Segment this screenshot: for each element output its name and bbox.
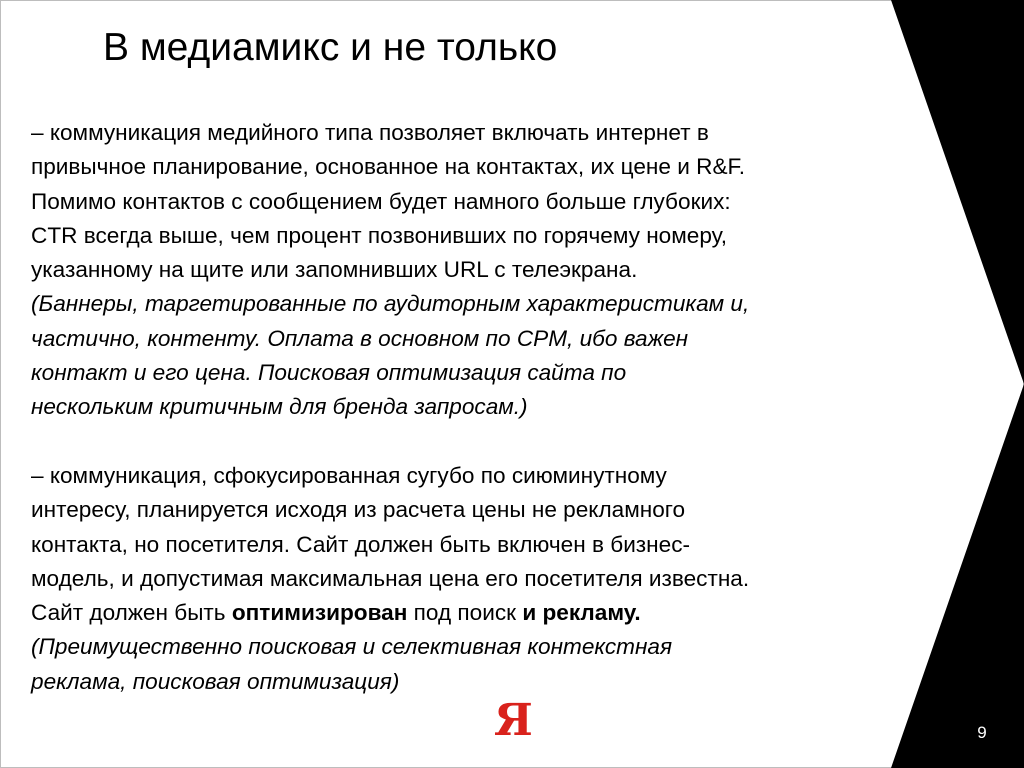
- p1-line-4: CTR всегда выше, чем процент позвонивших по горячему номеру,: [31, 222, 727, 248]
- p2-italic-line-1: (Преимущественно поисковая и селективная контекстная: [31, 634, 673, 660]
- p2-line-3: контакта, но посетителя. Сайт должен быть включен в бизнес-: [31, 531, 691, 557]
- p1-italic-line-3: контакт и его цена. Поисковая оптимизация сайта по: [31, 360, 627, 386]
- p2-line-2: интересу, планируется исходя из расчета цены не рекламного: [31, 497, 686, 523]
- p2-italic-line-2: реклама, поисковая оптимизация): [31, 668, 400, 694]
- p2-line-5-bold2: и рекламу.: [522, 600, 641, 626]
- p1-line-3: Помимо контактов с сообщением будет намного больше глубоких:: [31, 188, 731, 214]
- p1-italic-line-1: (Баннеры, таргетированные по аудиторным характеристикам и,: [31, 291, 750, 317]
- p2-line-5-bold1: оптимизирован: [231, 600, 408, 626]
- p2-line-5-part2: под поиск: [407, 600, 523, 626]
- p2-line-5-part1: Сайт должен быть: [31, 600, 232, 626]
- page-number: 9: [977, 723, 987, 742]
- p2-line-1: – коммуникация, сфокусированная сугубо по сиюминутному: [31, 462, 667, 488]
- yandex-logo-icon: Я: [494, 695, 533, 746]
- slide-body: [31, 116, 961, 699]
- p1-italic-line-4: нескольким критичным для бренда запросам.): [31, 394, 528, 420]
- slide-title: В медиамикс и не только: [103, 26, 558, 69]
- p1-italic-line-2: частично, контенту. Оплата в основном по CPM, ибо важен: [31, 325, 689, 351]
- p1-line-5: указанному на щите или запомнивших URL с телеэкрана.: [31, 257, 638, 283]
- paragraph-gap: [31, 425, 961, 459]
- p2-line-4: модель, и допустимая максимальная цена его посетителя известна.: [31, 565, 750, 591]
- p1-line-2: привычное планирование, основанное на контактах, их цене и R&F.: [31, 154, 746, 180]
- p1-line-1: – коммуникация медийного типа позволяет включать интернет в: [31, 120, 709, 145]
- p2-line-5: [31, 596, 961, 630]
